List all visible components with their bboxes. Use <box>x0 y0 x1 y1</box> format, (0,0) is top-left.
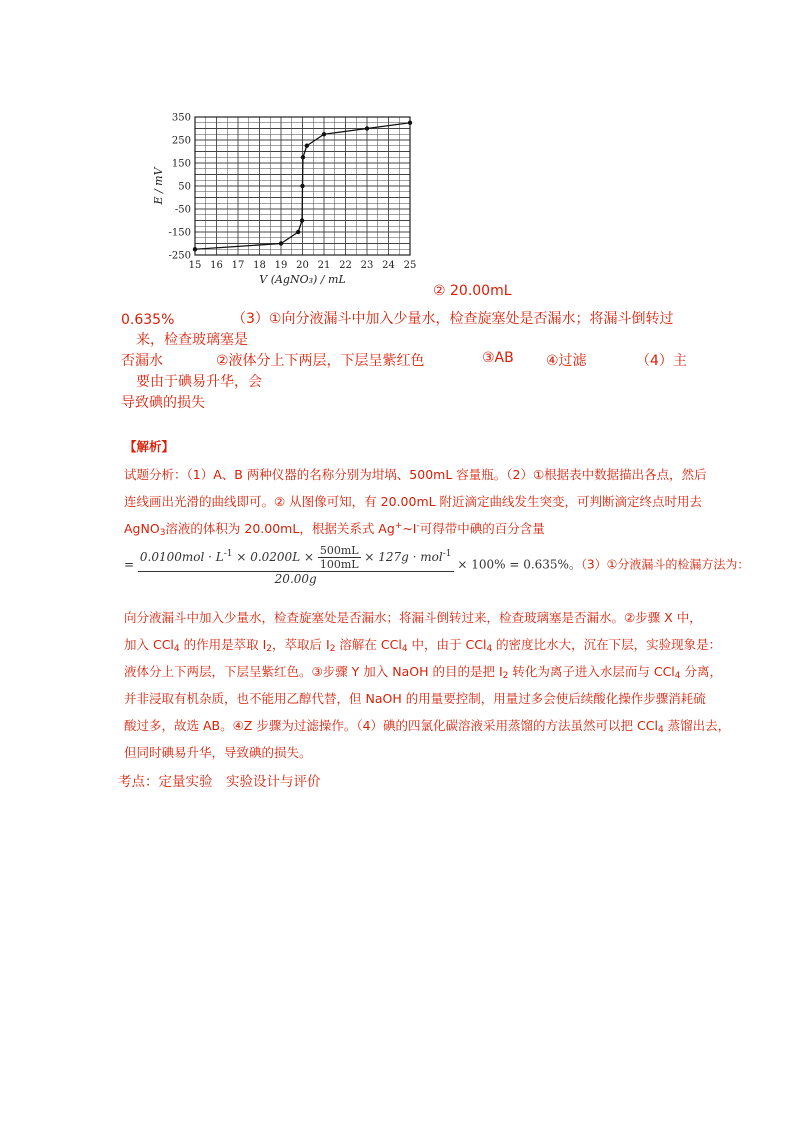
x-tick-label: 22 <box>339 260 352 271</box>
x-tick-label: 18 <box>253 260 266 271</box>
x-tick-label: 20 <box>296 260 309 271</box>
kaodian: 考点：定量实验 实验设计与评价 <box>118 774 321 790</box>
data-point <box>296 230 300 234</box>
answer-3-line3d: ④过滤 <box>546 353 587 369</box>
analysis-p9: 但同时碘易升华，导致碘的损失。 <box>124 745 312 760</box>
x-tick-label: 23 <box>360 260 374 271</box>
answer-3-line3e: （4）主 <box>636 353 687 369</box>
analysis-p7: 并非浸取有机杂质，也不能用乙醇代替，但 NaOH 的用量要控制，用量过多会使后续酸化操作步骤消耗硫 <box>124 691 706 706</box>
answer-percent: 0.635% <box>121 312 175 328</box>
data-point <box>408 121 412 125</box>
formula-fraction: $0.0100mol \cdot L^{-1} \times 0.0200L$ × $\frac{500mL}{100mL}$ × 127g · mol$^{-1}$ 20.00g <box>139 544 452 586</box>
answer-3-line3a: 否漏水 <box>121 353 163 369</box>
data-point <box>305 144 309 148</box>
titration-chart <box>150 100 430 290</box>
answer-3-line3b: ②液体分上下两层，下层呈紫红色 <box>216 353 425 369</box>
answer-3-line2: 来，检查玻璃塞是 <box>136 332 248 348</box>
analysis-p8: 酸过多，故选 AB。④Z 步骤为过滤操作。（4）碘的四氯化碳溶液采用蒸馏的方法虽然可以把 CCl$_4$ 蒸馏出去， <box>124 718 731 735</box>
x-tick-label: 19 <box>274 260 288 271</box>
y-tick-label: -150 <box>168 227 191 239</box>
x-tick-label: 17 <box>231 260 245 271</box>
chart-svg <box>150 100 430 290</box>
y-tick-label: 150 <box>171 158 191 170</box>
x-tick-label: 15 <box>188 260 202 271</box>
data-point <box>300 184 304 188</box>
analysis-p2: 连线画出光滑的曲线即可。② 从图像可知，有 20.00mL 附近滴定曲线发生突变，可判断滴定终点时用去 <box>124 494 703 509</box>
y-tick-label: -50 <box>174 204 191 216</box>
y-tick-label: 250 <box>171 135 191 147</box>
y-tick-label: 50 <box>178 181 191 193</box>
data-point <box>365 126 369 130</box>
x-tick-label: 24 <box>382 260 395 271</box>
data-point <box>301 155 305 159</box>
analysis-p6: 液体分上下两层，下层呈紫红色。③步骤 Y 加入 NaOH 的目的是把 $I_2$ 转化为离子进入水层而与 CCl$_4$ 分离， <box>124 664 722 681</box>
answer-3-line3c: ③AB <box>482 350 514 366</box>
y-tick-label: -250 <box>168 250 191 262</box>
data-point <box>193 247 197 251</box>
analysis-p3: AgNO$_3$溶液的体积为 20.00mL，根据关系式 Ag+~I-可得带中碘的百分含量 <box>124 521 545 538</box>
analysis-p4: 向分液漏斗中加入少量水，检查旋塞处是否漏水；将漏斗倒转过来，检查玻璃塞是否漏水。②步骤 X 中， <box>124 610 702 625</box>
answer-3-line1: （3）①向分液漏斗中加入少量水，检查旋塞处是否漏水；将漏斗倒转过 <box>232 311 674 327</box>
data-point <box>322 132 326 136</box>
answer-2: ② 20.00mL <box>433 283 512 299</box>
x-tick-label: 25 <box>403 260 417 271</box>
analysis-header: 【解析】 <box>124 439 175 454</box>
data-point <box>300 218 304 222</box>
y-tick-label: 350 <box>171 112 191 124</box>
analysis-p1: 试题分析：（1）A、B 两种仪器的名称分别为坩埚、500mL 容量瓶。（2）①根据表中数据描出各点，然后 <box>124 467 707 482</box>
x-tick-label: 16 <box>210 260 223 271</box>
x-axis-label: V (AgNO₃) / mL <box>259 273 346 286</box>
y-axis-label: E / mV <box>152 167 165 205</box>
answer-3-line5: 导致碘的损失 <box>121 395 205 411</box>
analysis-p5: 加入 CCl$_4$ 的作用是萃取 $I_2$，萃取后 $I_2$ 溶解在 CCl$_4$ 中，由于 CCl$_4$ 的密度比水大，沉在下层，实验现象是： <box>124 637 722 654</box>
data-point <box>279 241 283 245</box>
formula: = $0.0100mol \cdot L^{-1} \times 0.0200L$ × $\frac{500mL}{100mL}$ × 127g · mol$^{-1}$ 20.00g × 100% = 0.635%。（3）①分液漏斗的检漏方法为： <box>124 544 750 586</box>
answer-3-line4: 要由于碘易升华，会 <box>136 374 262 390</box>
x-tick-label: 21 <box>317 260 331 271</box>
